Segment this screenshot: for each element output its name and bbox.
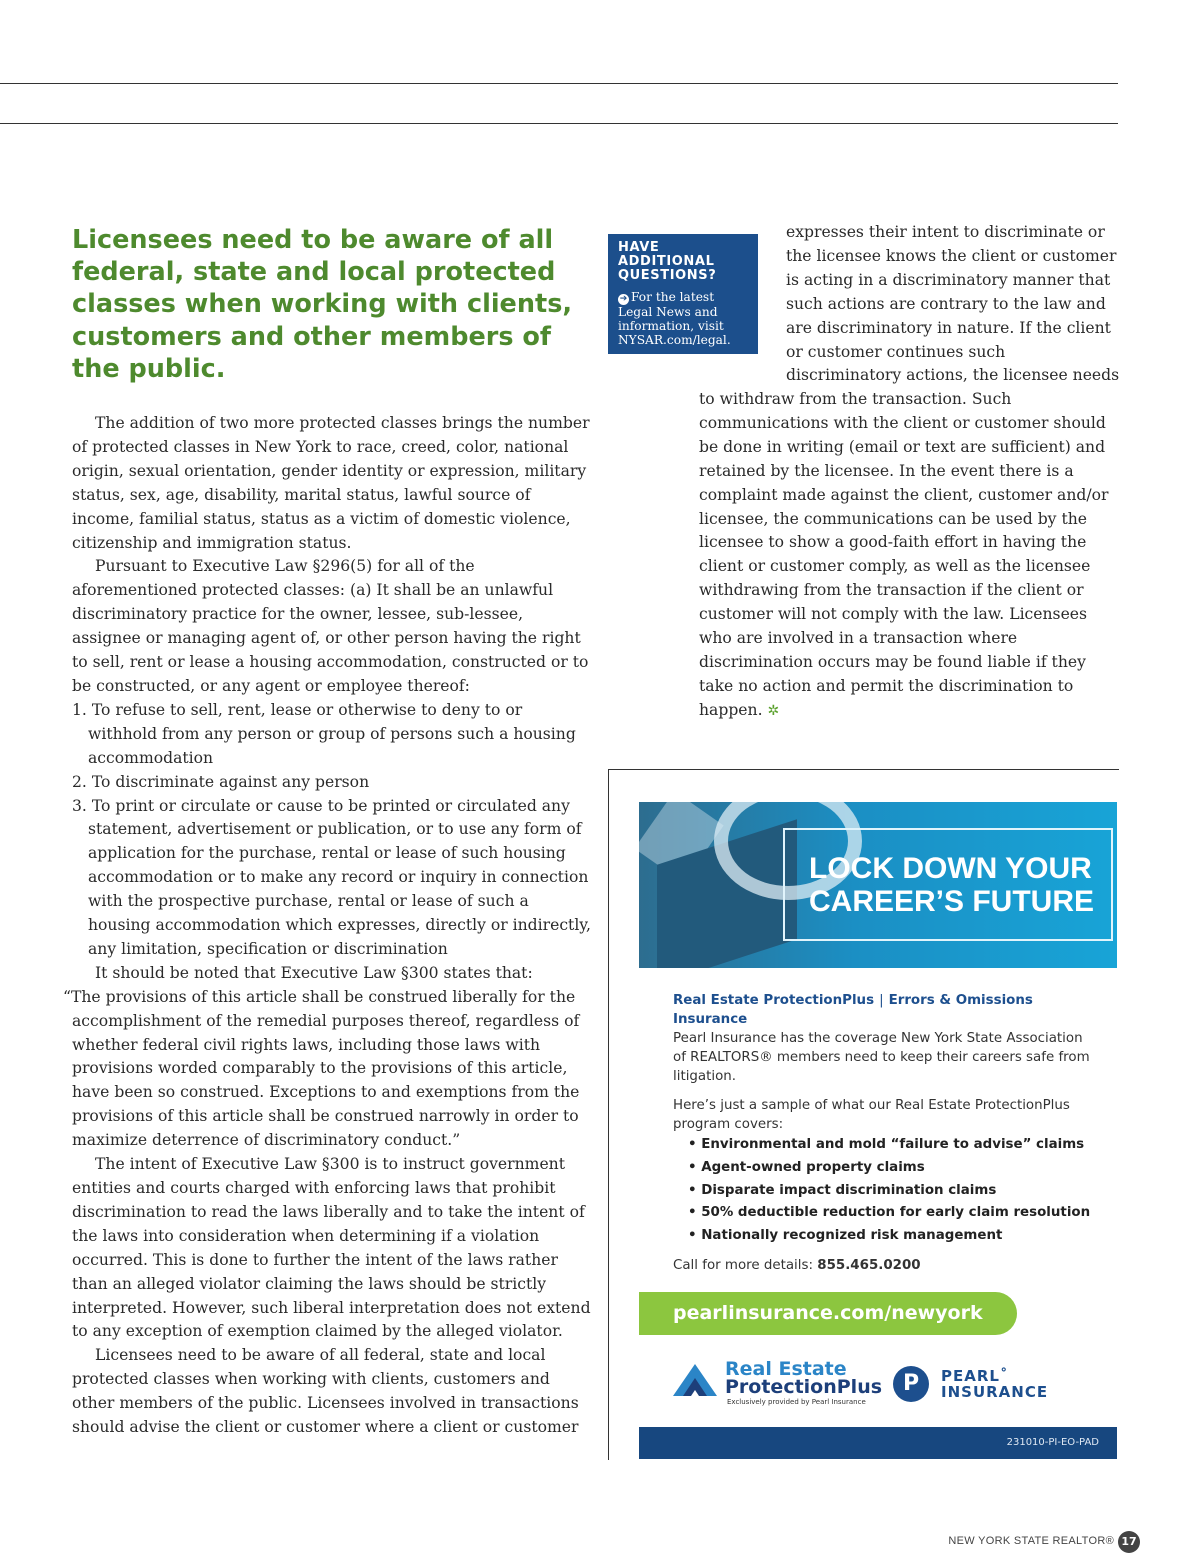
ad-code-bar: 231010-PI-EO-PAD: [639, 1427, 1117, 1459]
header-rule-top: [0, 83, 1118, 84]
questions-box-title: HAVE ADDITIONAL QUESTIONS?: [618, 240, 717, 283]
pull-quote: Licensees need to be aware of all federal, state and local protected classes when working with clients, customers and other members of the public.: [72, 225, 573, 384]
ad-bullet: • Disparate impact discrimination claims: [688, 1182, 997, 1198]
paragraph: Pursuant to Executive Law §296(5) for all of the aforementioned protected classes: (a) It shall be an unlawful discriminatory practice for the owner, lessee, sub-lessee, assignee or managing agent of, or other person having the right to sell, rent or lease a housing accommodation, constructed or to be constructed, or any agent or employee thereof:: [72, 557, 589, 695]
pearl-logo-icon: P: [893, 1366, 929, 1402]
publication-name: NEW YORK STATE REALTOR®: [948, 1535, 1114, 1547]
ad-paragraph: Pearl Insurance has the coverage New York State Association of REALTORS® members need to keep their careers safe from litigation.: [673, 1031, 1090, 1084]
questions-box: [608, 234, 758, 354]
end-mark-icon: ✲: [767, 702, 780, 719]
legal-link[interactable]: NYSAR.com/legal.: [618, 333, 731, 347]
paragraph: The intent of Executive Law §300 is to instruct government entities and courts charged with enforcing laws that prohibit discrimination to read the laws liberally and to take the intent of the laws into consideration when determining if a violation occurred. This is done to further the intent of the laws rather than an alleged violator claiming the laws should be strictly interpreted. However, such liberal interpretation does not extend to any exception of exemption claimed by the alleged violator.: [72, 1155, 591, 1341]
list-item: 3. To print or circulate or cause to be printed or circulated any statement, advertisement or publication, or to use any form of application for the purchase, rental or lease of such housing accommodation or to make any record or inquiry in connection with the prospective purchase, rental or lease of such a housing accommodation which expresses, directly or indirectly, any limitation, specification or discrimination: [72, 796, 591, 958]
ad-bullet: • 50% deductible reduction for early claim resolution: [688, 1205, 1091, 1221]
questions-box-text: ➔ For the latest Legal News and information, visit NYSAR.com/legal.: [618, 290, 758, 347]
article-column-right-top: [786, 221, 1120, 388]
list-item: 1. To refuse to sell, rent, lease or otherwise to deny to or withhold from any person or group of persons such a housing accommodation: [72, 700, 576, 767]
ad-phone-number[interactable]: 855.465.0200: [817, 1257, 921, 1273]
ad-subhead: Real Estate ProtectionPlus | Errors & Omissions Insurance: [673, 993, 1033, 1027]
protectionplus-logo-icon: [673, 1364, 719, 1396]
header-rule-bottom: [0, 123, 1118, 124]
protectionplus-logo: Real Estate ProtectionPlus Exclusively provided by Pearl Insurance: [673, 1360, 893, 1410]
article-column-left: [63, 412, 592, 1440]
ad-bullet: • Nationally recognized risk management: [688, 1228, 1003, 1244]
ad-url-link[interactable]: pearlinsurance.com/newyork: [639, 1292, 1017, 1335]
block-quote: “The provisions of this article shall be construed liberally for the accomplishment of the remedial purposes thereof, regardless of whether federal civil rights laws, including those laws with provisions worded comparably to the provisions of this article, have been so construed. Exceptions to and exemptions from the provisions of this article shall be construed narrowly in order to maximize deterrence of discriminatory conduct.”: [63, 987, 580, 1150]
ad-paragraph: Here’s just a sample of what our Real Estate ProtectionPlus program covers:: [673, 1098, 1070, 1132]
paragraph: The addition of two more protected classes brings the number of protected classes in New York to race, creed, color, national origin, sexual orientation, gender identity or expression, military status, sex, age, disability, marital status, lawful source of income, familial status, status as a victim of domestic violence, citizenship and immigration status.: [72, 414, 590, 552]
ad-body: [673, 991, 1093, 1275]
ad-hero-banner: [639, 802, 1117, 968]
paragraph: to withdraw from the transaction. Such communications with the client or customer should be done in writing (email or text are sufficient) and retained by the licensee. In the event there is a complaint made against the client, customer and/or licensee, the communications can be used by the licensee to show a good-faith effort in having the client or customer comply, as well as the licensee withdrawing from the transaction if the client or customer will not comply with the law. Licensees who are involved in a transaction where discrimination occurs may be found liable if they take no action and permit the discrimination to happen. ✲: [699, 390, 1109, 719]
pearl-insurance-logo: P PEARL˚ INSURANCE: [893, 1364, 1063, 1404]
paragraph: Licensees need to be aware of all federal, state and local protected classes when working with clients, customers and other members of the public. Licensees involved in transactions should advise the client or customer where a client or customer: [72, 1346, 579, 1437]
page-number: 17: [1118, 1531, 1140, 1553]
article-column-right-bottom: [699, 388, 1119, 724]
ad-bullet: • Environmental and mold “failure to advise” claims: [688, 1137, 1085, 1152]
list-item: 2. To discriminate against any person: [72, 772, 370, 791]
paragraph: expresses their intent to discriminate or the licensee knows the client or customer is acting in a discriminatory manner that such actions are contrary to the law and are discriminatory in nature. If the client or customer continues such discriminatory actions, the licensee needs: [786, 223, 1120, 385]
ad-bullet: • Agent-owned property claims: [688, 1159, 925, 1175]
ad-call-line: Call for more details: 855.465.0200: [673, 1257, 921, 1273]
arrow-right-circle-icon: ➔: [619, 294, 628, 304]
ad-headline: LOCK DOWN YOUR CAREER’S FUTURE: [783, 828, 1113, 941]
paragraph: It should be noted that Executive Law §300 states that:: [95, 963, 533, 982]
